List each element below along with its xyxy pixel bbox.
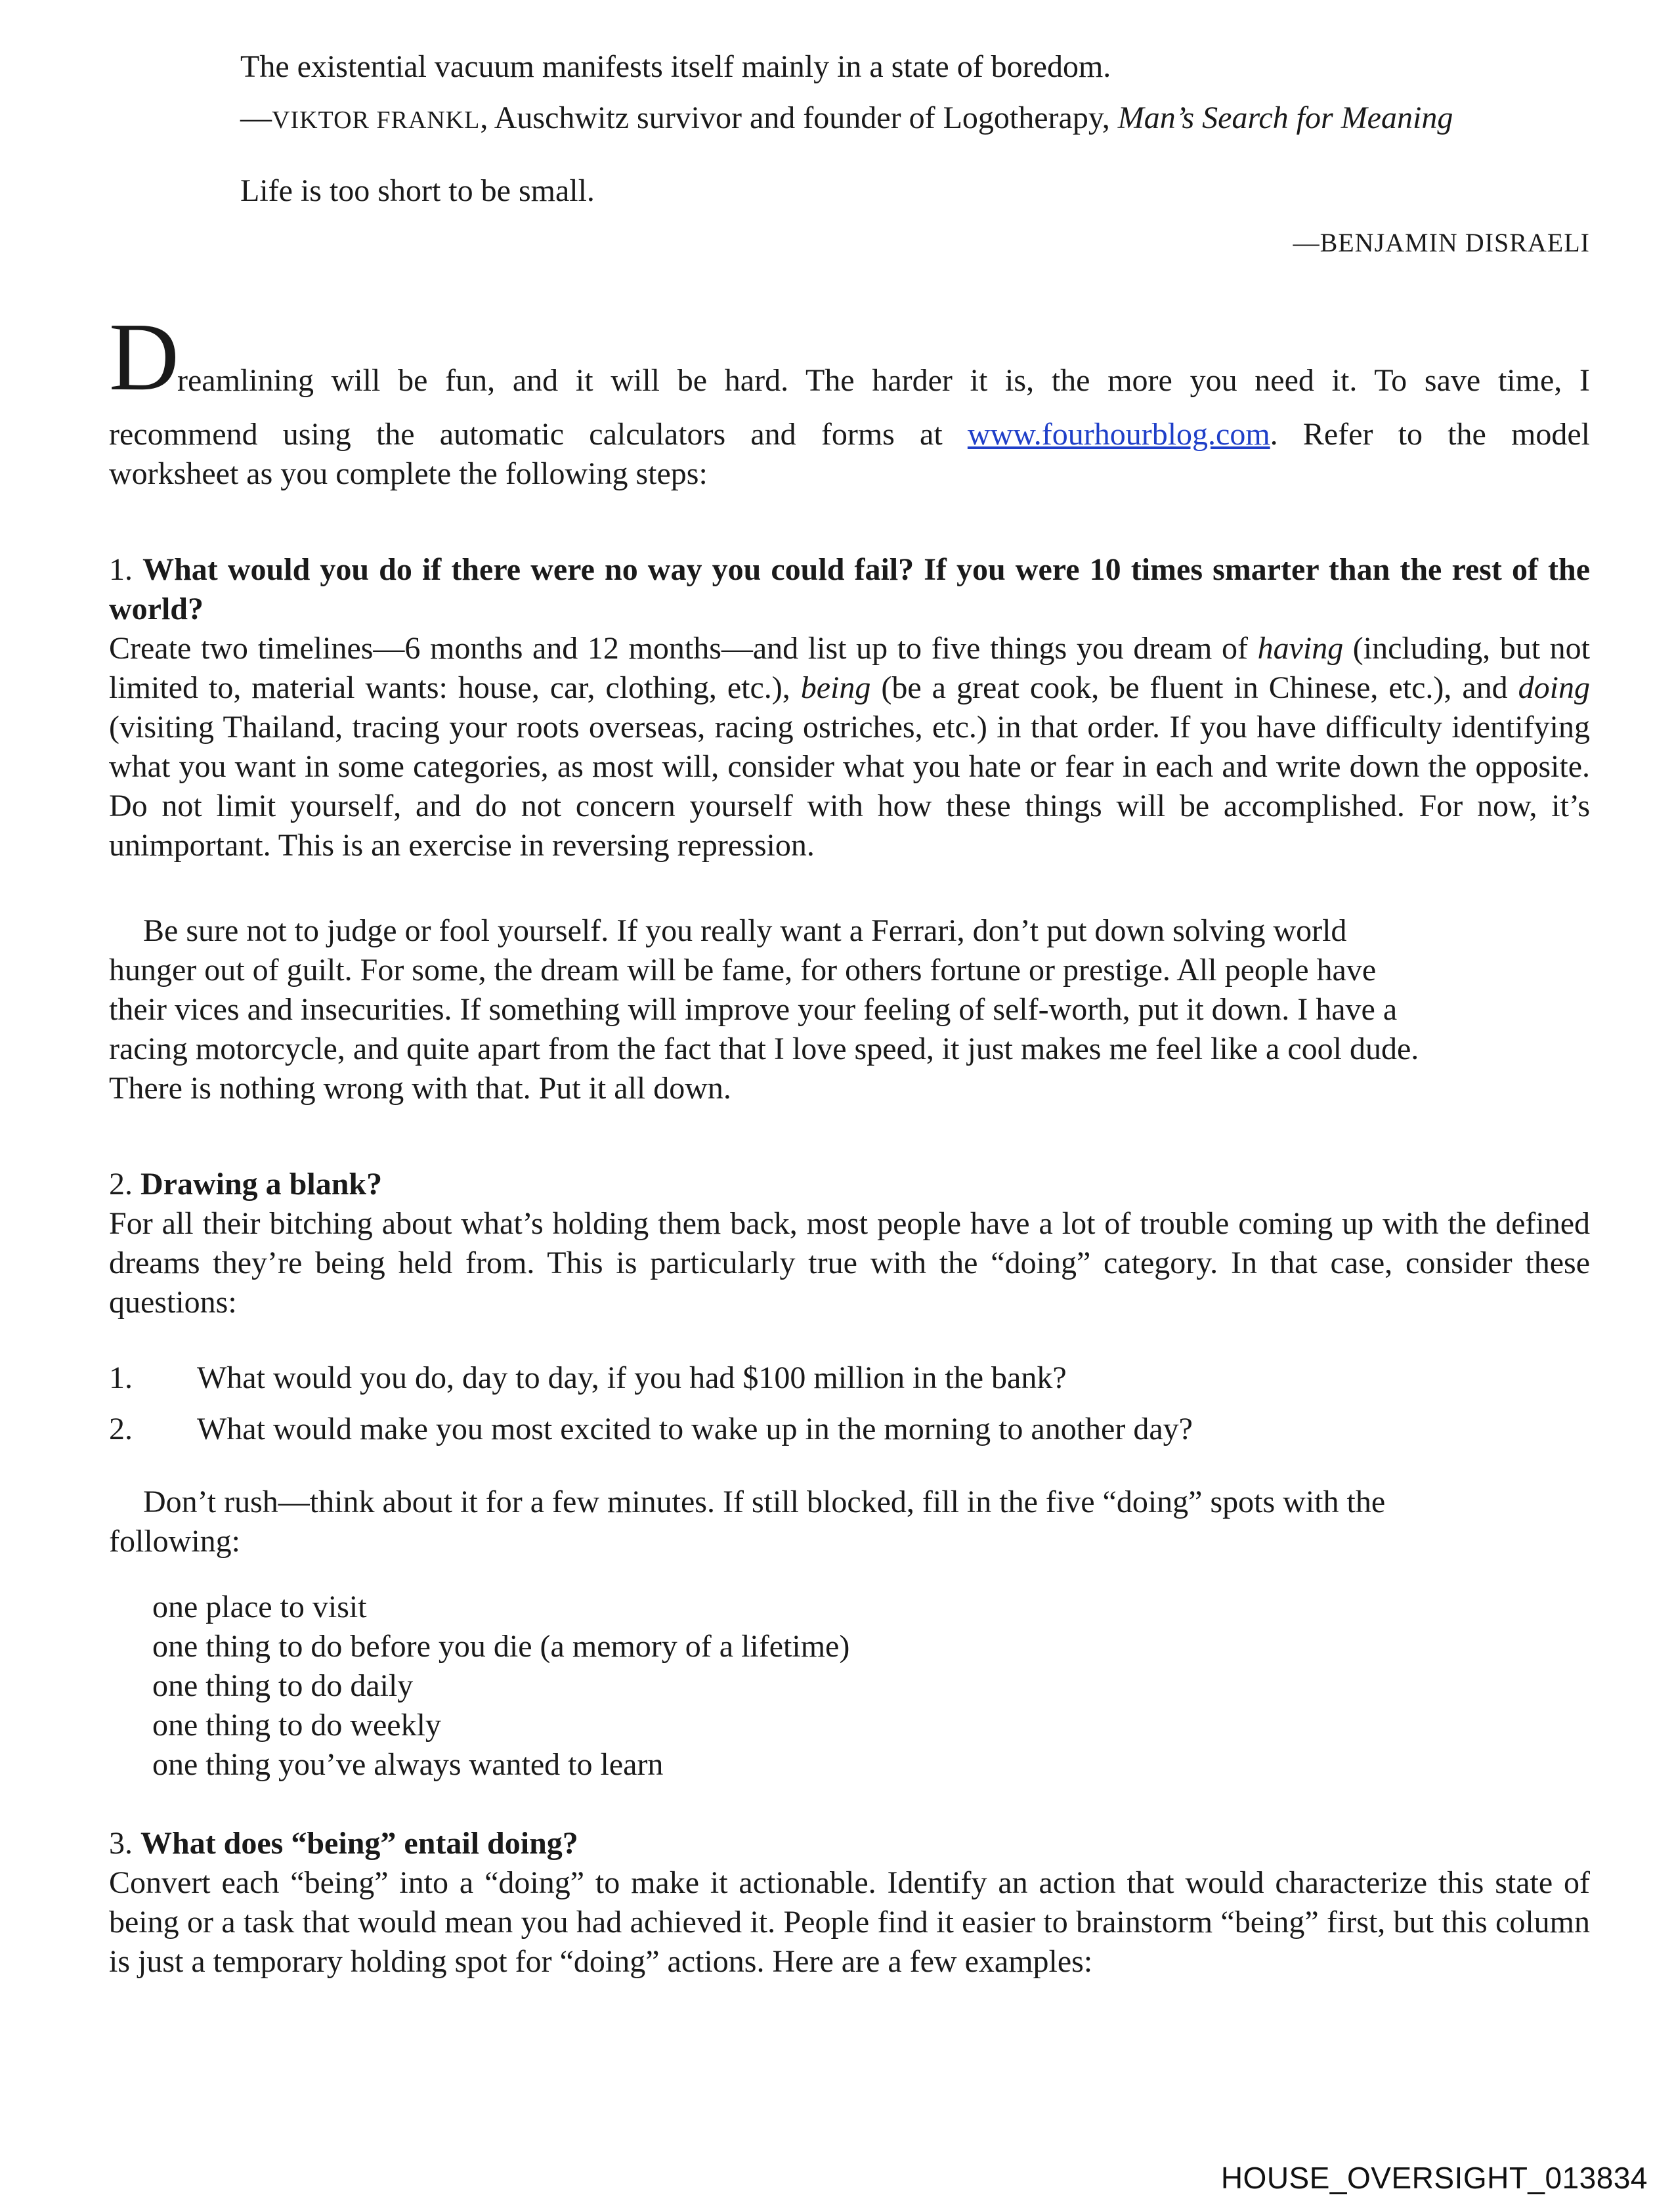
list-item: one thing you’ve always wanted to learn (152, 1747, 664, 1782)
step2-question-list (109, 1353, 1590, 1455)
frankl-quote: The existential vacuum manifests itself mainly in a state of boredom. (240, 49, 1111, 84)
intro-line-2: recommend using the automatic calculators and forms at www.fourhourblog.com. Refer to the model (109, 417, 1590, 452)
step2-heading (109, 1165, 1590, 1204)
step3-heading (109, 1824, 1590, 1863)
list-item: one thing to do daily (152, 1668, 414, 1703)
doing-spots-list (152, 1588, 849, 1785)
step1-paragraph-1: Create two timelines—6 months and 12 months—and list up to five things you dream of having (including, but not limited to, material wants: house, car, clothing, etc.), being (be a great cook, be fluent in Chinese, etc.), and doing (visiting Thailand, tracing your roots overseas, racing ostriches, etc.) in that order. If you have difficulty identifying what you want in some categories, as most will, consider what you hate or fear in each and write down the opposite. Do not limit yourself, and do not concern yourself with how these things will be accomplished. For now, it’s unimportant. This is an exercise in reversing repression. (109, 631, 1590, 863)
frankl-book-title: Man’s Search for Meaning (1117, 100, 1453, 135)
step3-paragraph-1: Convert each “being” into a “doing” to make it actionable. Identify an action that would characterize this state of being or a task that would mean you had achieved it. People find it easier to brainstorm “being” first, but this column is just a temporary holding spot for “doing” actions. Here are a few examples: (109, 1865, 1590, 1979)
list-item: one thing to do weekly (152, 1708, 441, 1743)
step3-title: What does “being” entail doing? (140, 1826, 578, 1861)
list-item: 2. What would make you most excited to wake up in the morning to another day? (109, 1412, 1193, 1446)
list-item: one thing to do before you die (a memory of a lifetime) (152, 1629, 850, 1664)
intro-line-3: worksheet as you complete the following steps: (109, 456, 708, 491)
drop-cap: D (109, 303, 179, 411)
frankl-name: VIKTOR FRANKL (272, 106, 481, 134)
step2-paragraph-2: Don’t rush—think about it for a few minutes. If still blocked, fill in the five “doing” spots with the following: (109, 1485, 1386, 1559)
fourhourblog-link[interactable]: www.fourhourblog.com (967, 417, 1270, 452)
step1-heading (109, 550, 1590, 629)
step1-title: What would you do if there were no way you could fail? If you were 10 times smarter than the rest of the world? (109, 552, 1591, 626)
disraeli-attribution: —BENJAMIN DISRAELI (1293, 228, 1590, 257)
step2-title: Drawing a blank? (140, 1167, 383, 1202)
step1-paragraph-2: Be sure not to judge or fool yourself. If you really want a Ferrari, don’t put down solving world hunger out of guilt. For some, the dream will be fame, for others fortune or prestige. All people have their vices and insecurities. If something will improve your feeling of self-worth, put it down. I have a racing motorcycle, and quite apart from the fact that I love speed, it just makes me feel like a cool dude. There is nothing wrong with that. Put it all down. (109, 913, 1419, 1106)
step3-number: 3. (109, 1826, 133, 1861)
frankl-attribution: —VIKTOR FRANKL, Auschwitz survivor and founder of Logotherapy, Man’s Search for Meaning (240, 100, 1453, 135)
step1-number: 1. (109, 552, 133, 587)
bates-number: HOUSE_OVERSIGHT_013834 (1220, 2161, 1648, 2195)
intro-first-line: D reamlining will be fun, and it will be hard. The harder it is, the more you need it. To save time, I (109, 303, 1590, 411)
disraeli-quote: Life is too short to be small. (240, 173, 595, 208)
step2-paragraph-1: For all their bitching about what’s holding them back, most people have a lot of trouble coming up with the defined dreams they’re being held from. This is particularly true with the “doing” category. In that case, consider these questions: (109, 1206, 1590, 1320)
step2-number: 2. (109, 1167, 133, 1202)
list-item: one place to visit (152, 1590, 367, 1624)
list-item: 1. What would you do, day to day, if you had $100 million in the bank? (109, 1360, 1067, 1395)
